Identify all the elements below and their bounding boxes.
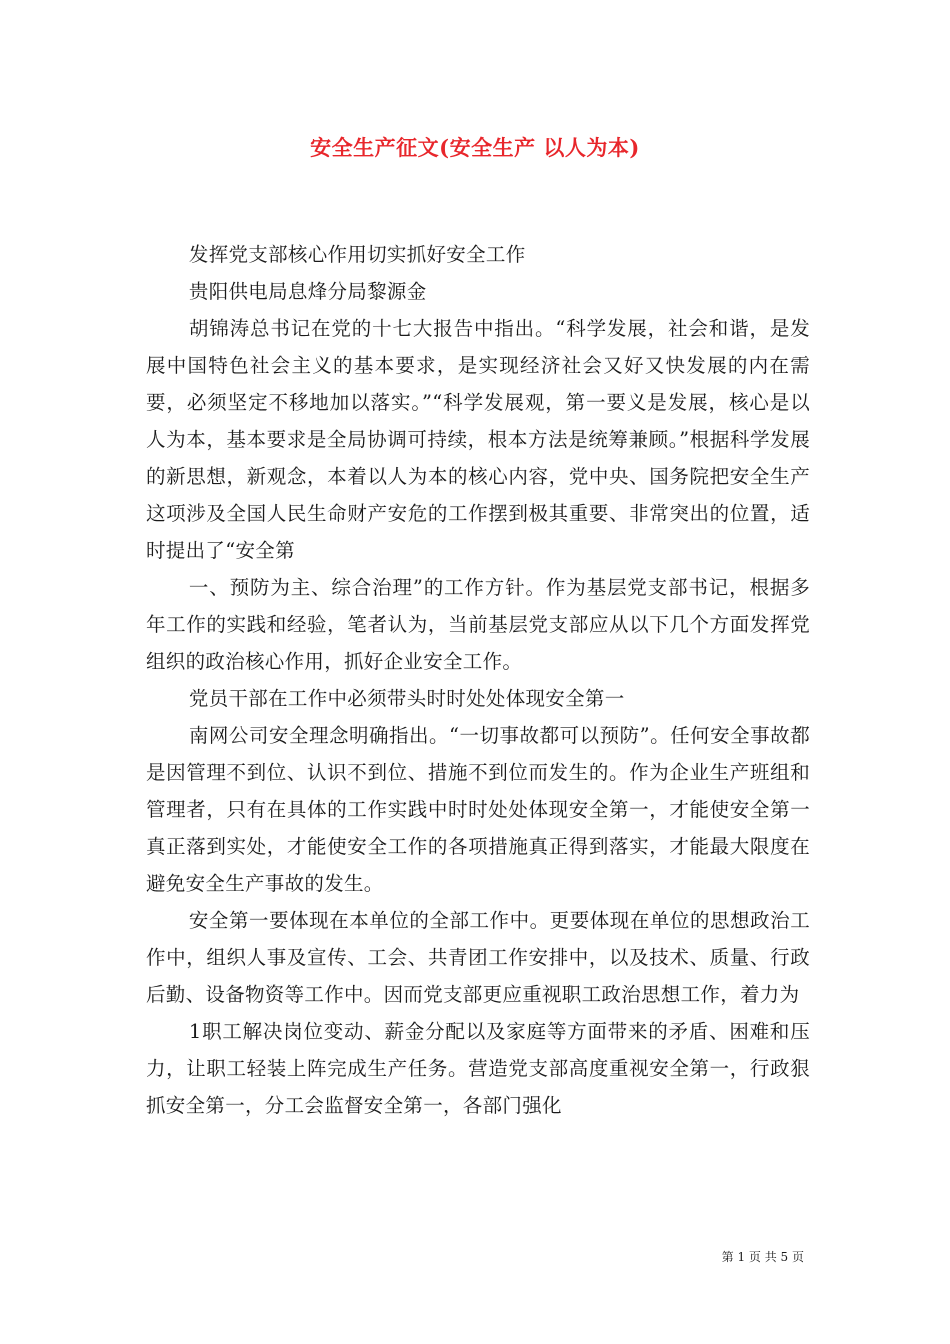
paragraph: 安全第一要体现在本单位的全部工作中。更要体现在单位的思想政治工作中，组织人事及宣传、工会、共青团工作安排中，以及技术、质量、行政后勤、设备物资等工作中。因而党支部更应重视职工政治思想工作，着力为 — [146, 909, 810, 1006]
page-number-footer: 第 1 页 共 5 页 — [721, 1250, 804, 1264]
paragraph-section-heading: 党员干部在工作中必须带头时时处处体现安全第一 — [188, 687, 625, 710]
document-title: 安全生产征文(安全生产 以人为本) — [310, 135, 640, 160]
paragraph: 胡锦涛总书记在党的十七大报告中指出。“科学发展，社会和谐，是发展中国特色社会主义的基本要求，是实现经济社会又好又快发展的内在需要，必须坚定不移地加以落实。”“科学发展观，第一要义是发展，核心是以人为本，基本要求是全局协调可持续，根本方法是统筹兼顾。”根据科学发展的新思想，新观念，本着以人为本的核心内容，党中央、国务院把安全生产这项涉及全国人民生命财产安危的工作摆到极其重要、非常突出的位置，适时提出了“安全第 — [146, 317, 810, 562]
paragraph-heading: 发挥党支部核心作用切实抓好安全工作 — [188, 243, 526, 266]
paragraph: 1职工解决岗位变动、薪金分配以及家庭等方面带来的矛盾、困难和压力，让职工轻装上阵完成生产任务。营造党支部高度重视安全第一，行政狠抓安全第一，分工会监督安全第一，各部门强化 — [146, 1020, 810, 1117]
paragraph: 一、预防为主、综合治理”的工作方针。作为基层党支部书记，根据多年工作的实践和经验，笔者认为，当前基层党支部应从以下几个方面发挥党组织的政治核心作用，抓好企业安全工作。 — [146, 576, 810, 673]
paragraph-author: 贵阳供电局息烽分局黎源金 — [188, 280, 427, 303]
document-body — [146, 236, 810, 1124]
paragraph: 南网公司安全理念明确指出。“一切事故都可以预防”。任何安全事故都是因管理不到位、认识不到位、措施不到位而发生的。作为企业生产班组和管理者，只有在具体的工作实践中时时处处体现安全第一，才能使安全第一真正落到实处，才能使安全工作的各项措施真正得到落实，才能最大限度在避免安全生产事故的发生。 — [146, 724, 810, 895]
